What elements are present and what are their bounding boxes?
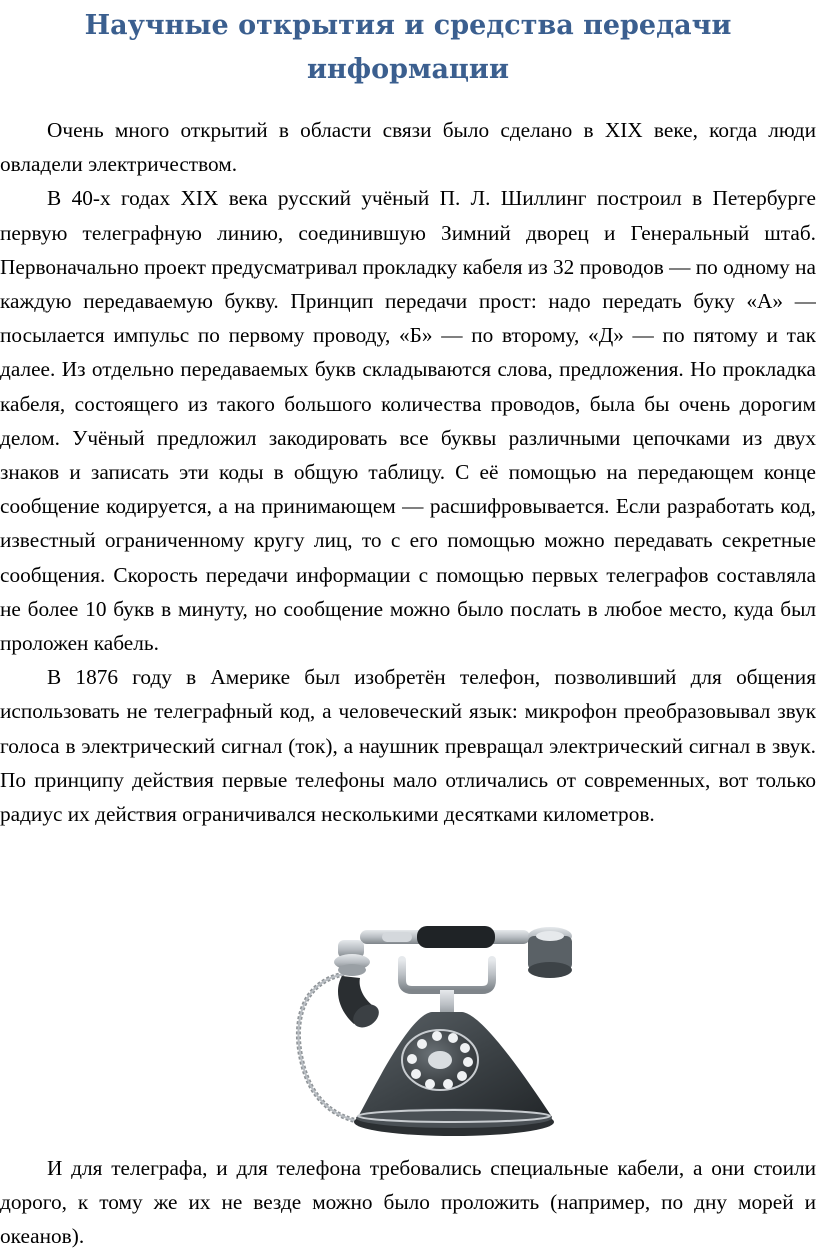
closing-text: [0, 1151, 816, 1254]
paragraph-cables: И для телеграфа, и для телефона требовались специальные кабели, а они стоили дорого, к тому же их не везде можно было проложить (например, по дну морей и океанов).: [0, 1156, 816, 1249]
paragraph-intro: Очень много открытий в области связи было сделано в XIX веке, когда люди овладели электричеством.: [0, 118, 816, 177]
page-title: Научные открытия и средства передачи информации: [84, 10, 732, 85]
paragraph-telephone: В 1876 году в Америке был изобретён телефон, позволивший для общения использовать не телеграфный код, а человеческий язык: микрофон преобразовывал звук голоса в электрический сигнал (ток), а наушник превращал электрический сигнал в звук. По принципу действия первые телефоны мало отличались от современных, вот только радиус их действия ограничивался несколькими десятками километров.: [0, 665, 816, 827]
vintage-telephone-icon: [282, 912, 584, 1144]
body-text: [0, 113, 816, 831]
paragraph-telegraph: В 40-х годах XIX века русский учёный П. Л. Шиллинг построил в Петербурге первую телеграфную линию, соединившую Зимний дворец и Генеральный штаб. Первоначально проект предусматривал прокладку кабеля из 32 проводов — по одному на каждую передаваемую букву. Принцип передачи прост: надо передать буку «А» — посылается импульс по первому проводу, «Б» — по второму, «Д» — по пятому и так далее. Из отдельно передаваемых букв складываются слова, предложения. Но прокладка кабеля, состоящего из такого большого количества проводов, была бы очень дорогим делом. Учёный предложил закодировать все буквы различными цепочками из двух знаков и записать эти коды в общую таблицу. С её помощью на передающем конце сообщение кодируется, а на принимающем — расшифровывается. Если разработать код, известный ограниченному кругу лиц, то с его помощью можно передавать секретные сообщения. Скорость передачи информации с помощью первых телеграфов составляла не более 10 букв в минуту, но сообщение можно было послать в любое место, куда был проложен кабель.: [0, 186, 816, 656]
